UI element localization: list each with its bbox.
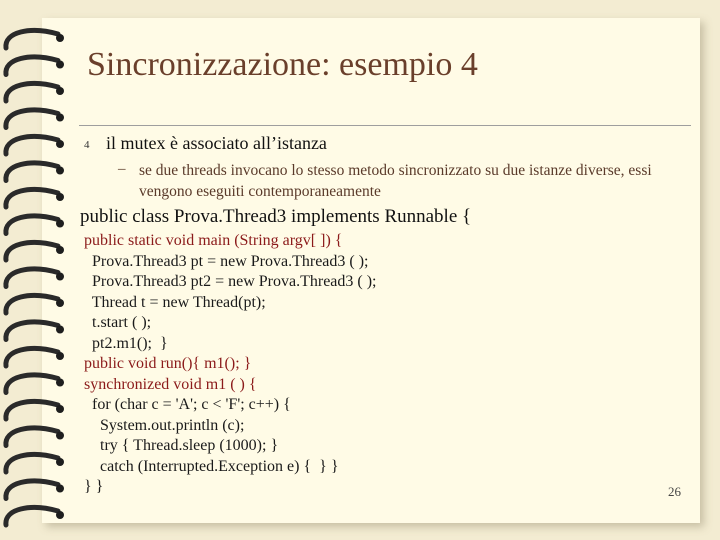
binding-hole bbox=[56, 167, 64, 175]
binding-hole bbox=[56, 220, 64, 228]
binding-ring bbox=[6, 348, 58, 366]
binding-ring bbox=[6, 30, 58, 48]
binding-hole bbox=[56, 299, 64, 307]
class-declaration: public class Prova.Thread3 implements Runnable { bbox=[80, 206, 472, 227]
binding-hole bbox=[56, 379, 64, 387]
title-divider bbox=[79, 125, 691, 126]
code-line: Thread t = new Thread(pt); bbox=[84, 293, 266, 311]
binding-ring bbox=[6, 269, 58, 287]
sub-bullet-text: se due threads invocano lo stesso metodo sincronizzato su due istanze diverse, essi vengono eseguiti contemporaneamente bbox=[139, 162, 652, 200]
binding-hole bbox=[56, 87, 64, 95]
binding-hole bbox=[56, 485, 64, 493]
spiral-binding bbox=[0, 0, 80, 540]
code-line: try { Thread.sleep (1000); } bbox=[84, 437, 279, 454]
bullet-text: il mutex è associato all’istanza bbox=[106, 133, 327, 153]
binding-hole bbox=[56, 432, 64, 440]
binding-ring bbox=[6, 136, 58, 154]
code-line: t.start ( ); bbox=[84, 314, 152, 331]
binding-hole bbox=[56, 352, 64, 360]
binding-ring bbox=[6, 216, 58, 234]
code-line: for (char c = 'A'; c < 'F'; c++) { bbox=[84, 396, 291, 413]
code-line: pt2.m1(); } bbox=[84, 334, 168, 352]
binding-ring bbox=[6, 428, 58, 446]
binding-ring bbox=[6, 163, 58, 181]
code-line: catch (Interrupted.Exception e) { } } bbox=[84, 457, 339, 475]
binding-hole bbox=[56, 140, 64, 148]
binding-hole bbox=[56, 458, 64, 466]
code-line: } } bbox=[84, 478, 104, 495]
binding-ring bbox=[6, 83, 58, 101]
bullet-marker: 4 bbox=[84, 139, 90, 151]
binding-ring bbox=[6, 322, 58, 340]
binding-ring bbox=[6, 57, 58, 75]
binding-ring bbox=[6, 401, 58, 419]
sub-bullet-marker: – bbox=[118, 161, 126, 177]
binding-hole bbox=[56, 34, 64, 42]
page-number: 26 bbox=[668, 484, 681, 499]
binding-ring bbox=[6, 454, 58, 472]
binding-hole bbox=[56, 405, 64, 413]
code-line: Prova.Thread3 pt = new Prova.Thread3 ( ); bbox=[84, 252, 369, 270]
binding-hole bbox=[56, 114, 64, 122]
binding-ring bbox=[6, 375, 58, 393]
binding-ring bbox=[6, 110, 58, 128]
slide-title: Sincronizzazione: esempio 4 bbox=[87, 46, 478, 83]
binding-hole bbox=[56, 193, 64, 201]
binding-ring bbox=[6, 481, 58, 499]
binding-hole bbox=[56, 246, 64, 254]
binding-hole bbox=[56, 511, 64, 519]
binding-hole bbox=[56, 326, 64, 334]
binding-hole bbox=[56, 61, 64, 69]
code-block bbox=[84, 231, 377, 498]
binding-ring bbox=[6, 507, 58, 525]
binding-hole bbox=[56, 273, 64, 281]
binding-ring bbox=[6, 189, 58, 207]
code-line: System.out.println (c); bbox=[84, 416, 245, 434]
code-line: synchronized void m1 ( ) { bbox=[84, 375, 257, 393]
binding-ring bbox=[6, 295, 58, 313]
code-line: public static void main (String argv[ ]) { bbox=[84, 232, 343, 249]
code-line: public void run(){ m1(); } bbox=[84, 355, 252, 372]
binding-ring bbox=[6, 242, 58, 260]
code-line: Prova.Thread3 pt2 = new Prova.Thread3 ( ); bbox=[84, 273, 377, 290]
